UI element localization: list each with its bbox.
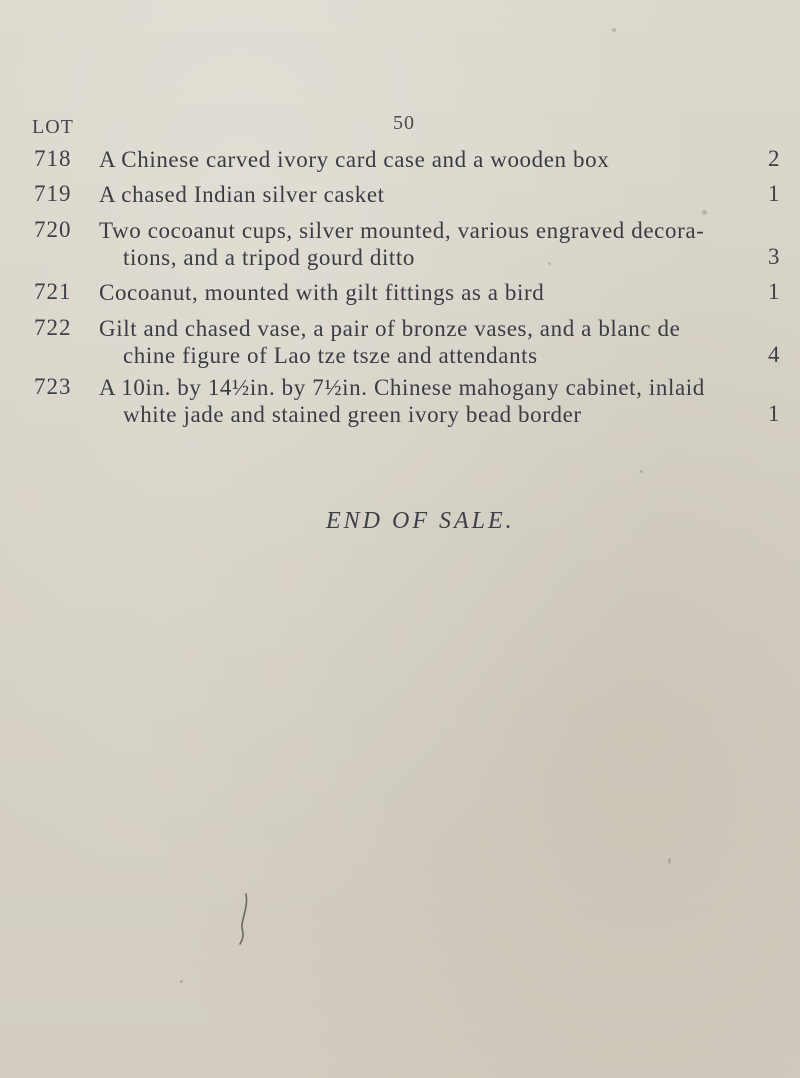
page-number: 50 <box>393 112 415 134</box>
end-of-sale-text: END OF SALE. <box>326 508 515 534</box>
lot-description <box>99 315 681 369</box>
lot-description <box>99 181 659 208</box>
lot-quantity: 1 <box>768 401 780 426</box>
lot-number: 719 <box>34 181 72 206</box>
lot-number: 718 <box>34 146 72 171</box>
lot-number: 721 <box>34 279 72 304</box>
lot-column-header: LOT <box>32 116 74 138</box>
lot-number: 720 <box>34 217 72 242</box>
lot-quantity: 3 <box>768 244 780 269</box>
paper-speck <box>668 858 671 864</box>
lot-description-line: Two cocoanut cups, silver mounted, various engraved decora- <box>99 218 705 243</box>
lot-description-line: tions, and a tripod gourd ditto <box>123 245 416 270</box>
lot-quantity: 4 <box>768 342 780 367</box>
lot-description-line: A 10in. by 14½in. by 7½in. Chinese mahogany cabinet, inlaid <box>99 375 705 400</box>
paper-speck <box>612 28 616 32</box>
lot-quantity: 2 <box>768 146 780 171</box>
lot-description-line: A Chinese carved ivory card case and a wooden box <box>99 147 610 172</box>
lot-description <box>99 146 659 173</box>
lot-description <box>99 374 705 428</box>
pencil-mark-icon <box>232 890 272 950</box>
lot-description-line: Cocoanut, mounted with gilt fittings as a bird <box>99 280 545 305</box>
paper-speck <box>702 210 707 215</box>
paper-speck <box>640 470 643 473</box>
lot-description <box>99 279 659 306</box>
lot-number: 722 <box>34 315 72 340</box>
lot-number: 723 <box>34 374 72 399</box>
lot-description-line: A chased Indian silver casket <box>99 182 385 207</box>
lot-description-line: Gilt and chased vase, a pair of bronze vases, and a blanc de <box>99 316 681 341</box>
lot-description-line: chine figure of Lao tze tsze and attendants <box>123 343 538 368</box>
paper-speck <box>180 980 183 983</box>
lot-description <box>99 217 705 271</box>
lot-quantity: 1 <box>768 279 780 304</box>
paper-speck <box>548 262 551 265</box>
lot-description-line: white jade and stained green ivory bead border <box>123 402 582 427</box>
lot-quantity: 1 <box>768 181 780 206</box>
